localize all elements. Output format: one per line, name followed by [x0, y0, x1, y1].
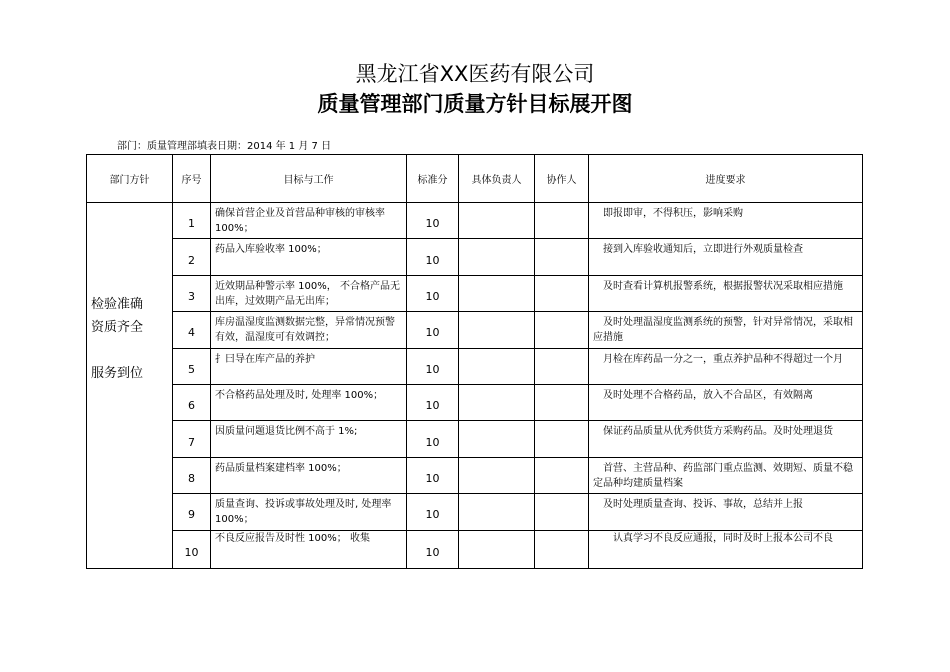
quality-target-table	[86, 154, 863, 569]
helper-cell	[535, 421, 589, 457]
seq-cell: 3	[173, 275, 211, 311]
owner-cell	[459, 275, 535, 311]
policy-line: 资质齐全	[91, 320, 144, 335]
seq-cell: 8	[173, 457, 211, 493]
goal-text: 质量查询、投诉或事故处理及时, 处理率 100%；	[215, 499, 392, 526]
table-row	[87, 312, 863, 348]
col-header-owner: 具体负责人	[459, 155, 535, 203]
goal-cell	[211, 421, 407, 457]
score-cell: 10	[407, 275, 459, 311]
progress-cell	[589, 275, 863, 311]
owner-cell	[459, 384, 535, 420]
owner-cell	[459, 494, 535, 530]
progress-cell	[589, 530, 863, 568]
goal-text: 近效期品种警示率 100%， 不合格产品无出库，过效期产品无出库；	[215, 280, 400, 307]
table-row	[87, 275, 863, 311]
progress-text: 接到入库验收通知后，立即进行外观质量检查	[593, 244, 803, 256]
goal-cell	[211, 275, 407, 311]
table-row	[87, 421, 863, 457]
owner-cell	[459, 239, 535, 275]
progress-text: 月检在库药品一分之一，重点养护品种不得超过一个月	[593, 353, 843, 365]
seq-cell: 6	[173, 384, 211, 420]
table-header-row	[87, 155, 863, 203]
owner-cell	[459, 312, 535, 348]
policy-line: 检验准确	[91, 297, 144, 312]
progress-text: 首营、主营品种、药监部门重点监测、效期短、质量不稳定品种均建质量档案	[593, 462, 853, 489]
table-row	[87, 530, 863, 568]
seq-cell: 4	[173, 312, 211, 348]
goal-text: 确保首营企业及首营品种审核的审核率 100%；	[215, 208, 385, 234]
progress-text: 认真学习不良反应通报，同时及时上报本公司不良	[593, 532, 833, 544]
seq-cell: 9	[173, 494, 211, 530]
goal-text: 药品质量档案建档率 100%；	[215, 462, 347, 474]
owner-cell	[459, 421, 535, 457]
helper-cell	[535, 494, 589, 530]
col-header-score: 标准分	[407, 155, 459, 203]
department-policy-cell	[87, 203, 173, 569]
goal-cell	[211, 494, 407, 530]
policy-line: 服务到位	[91, 366, 144, 381]
progress-text: 及时处理不合格药品，放入不合品区，有效隔离	[593, 389, 813, 401]
seq-cell: 5	[173, 348, 211, 384]
progress-text: 即报即审，不得积压，影响采购	[593, 208, 743, 219]
progress-cell	[589, 203, 863, 239]
owner-cell	[459, 348, 535, 384]
progress-text: 保证药品质量从优秀供货方采购药品。及时处理退货	[593, 426, 833, 438]
goal-text: 药品入库验收率 100%；	[215, 244, 327, 256]
table-row	[87, 384, 863, 420]
helper-cell	[535, 457, 589, 493]
progress-text: 及时查看计算机报警系统，根据报警状况采取相应措施	[593, 280, 843, 292]
table-row	[87, 348, 863, 384]
col-header-seq: 序号	[173, 155, 211, 203]
goal-text: 扌曰导在库产品的养护	[215, 353, 315, 365]
progress-cell	[589, 494, 863, 530]
helper-cell	[535, 384, 589, 420]
col-header-progress: 进度要求	[589, 155, 863, 203]
helper-cell	[535, 312, 589, 348]
goal-text: 不合格药品处理及时, 处理率 100%；	[215, 389, 384, 401]
goal-cell	[211, 239, 407, 275]
document-title: 质量管理部门质量方针目标展开图	[317, 92, 633, 116]
score-cell: 10	[407, 421, 459, 457]
progress-cell	[589, 312, 863, 348]
goal-cell	[211, 348, 407, 384]
goal-cell	[211, 530, 407, 568]
progress-text: 及时处理温湿度监测系统的预警，针对异常情况，采取相应措施	[593, 317, 853, 344]
table-row	[87, 457, 863, 493]
table-row	[87, 239, 863, 275]
score-cell: 10	[407, 348, 459, 384]
score-cell: 10	[407, 384, 459, 420]
score-cell: 10	[407, 457, 459, 493]
col-header-policy: 部门方针	[87, 155, 173, 203]
seq-cell: 10	[173, 530, 211, 568]
col-header-helper: 协作人	[535, 155, 589, 203]
progress-cell	[589, 457, 863, 493]
score-cell: 10	[407, 203, 459, 239]
seq-cell: 7	[173, 421, 211, 457]
progress-cell	[589, 239, 863, 275]
helper-cell	[535, 530, 589, 568]
helper-cell	[535, 239, 589, 275]
table-row	[87, 203, 863, 239]
goal-cell	[211, 384, 407, 420]
progress-cell	[589, 421, 863, 457]
goal-cell	[211, 312, 407, 348]
policy-line	[91, 339, 172, 362]
department-date-line: 部门：质量管理部填表日期：2014 年 1 月 7 日	[117, 141, 332, 152]
score-cell: 10	[407, 530, 459, 568]
goal-cell	[211, 457, 407, 493]
goal-text: 不良反应报告及时性 100%； 收集	[215, 532, 370, 544]
score-cell: 10	[407, 239, 459, 275]
col-header-goal: 目标与工作	[211, 155, 407, 203]
progress-cell	[589, 348, 863, 384]
goal-text: 因质量问题退货比例不高于 1%;	[215, 426, 358, 438]
owner-cell	[459, 203, 535, 239]
helper-cell	[535, 348, 589, 384]
goal-cell	[211, 203, 407, 239]
goal-text: 库房温湿度监测数据完整，异常情况预警有效，温湿度可有效调控；	[215, 317, 395, 344]
progress-text: 及时处理质量查询、投诉、事故，总结并上报	[593, 499, 803, 511]
owner-cell	[459, 530, 535, 568]
seq-cell: 1	[173, 203, 211, 239]
progress-cell	[589, 384, 863, 420]
score-cell: 10	[407, 494, 459, 530]
table-row	[87, 494, 863, 530]
score-cell: 10	[407, 312, 459, 348]
owner-cell	[459, 457, 535, 493]
helper-cell	[535, 275, 589, 311]
helper-cell	[535, 203, 589, 239]
company-title: 黑龙江省XX医药有限公司	[355, 62, 595, 86]
seq-cell: 2	[173, 239, 211, 275]
